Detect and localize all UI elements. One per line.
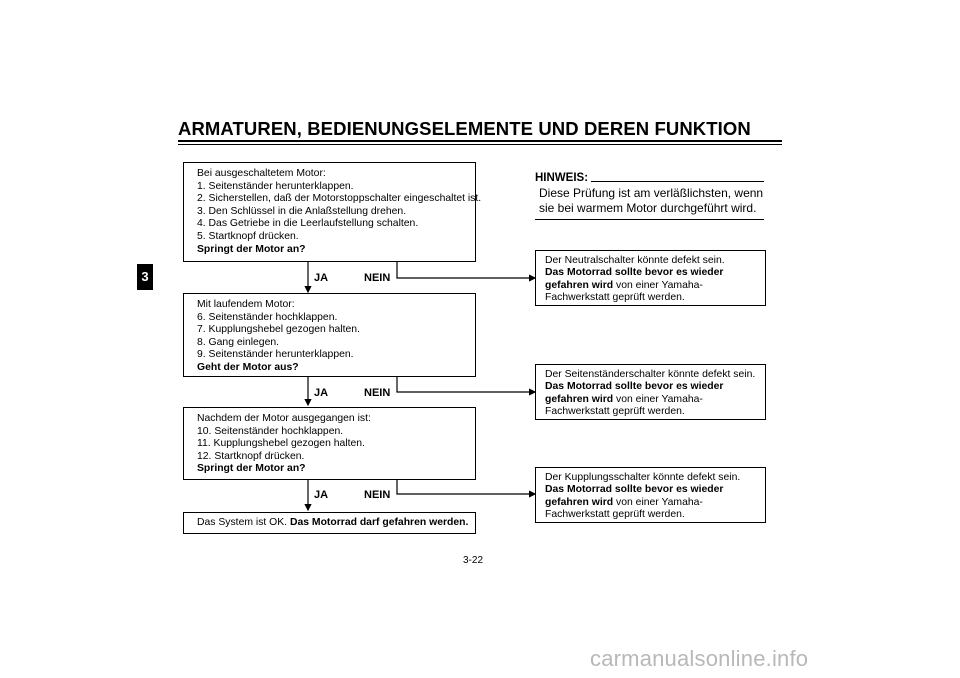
result-box-neutral-switch bbox=[535, 250, 766, 306]
chapter-tab: 3 bbox=[137, 264, 153, 290]
flow-final-box bbox=[183, 512, 476, 534]
step-line: 2. Sicherstellen, daß der Motorstoppschalter eingeschaltet ist. bbox=[197, 193, 482, 205]
note-rule-bottom bbox=[535, 219, 764, 220]
flow-step-3 bbox=[183, 407, 476, 480]
note-label: HINWEIS: bbox=[535, 172, 589, 184]
step-line: 11. Kupplungshebel gezogen halten. bbox=[197, 438, 365, 450]
no-label: NEIN bbox=[364, 387, 391, 399]
step-line: 10. Seitenständer hochklappen. bbox=[197, 425, 344, 437]
final-verdict: Das Motorrad darf gefahren werden. bbox=[289, 517, 469, 528]
result-line: von einer Yamaha- bbox=[613, 393, 703, 405]
step-line: 9. Seitenständer herunterklappen. bbox=[197, 349, 354, 361]
step-line: 3. Den Schlüssel in die Anlaßstellung drehen. bbox=[197, 205, 407, 217]
result-warning: Das Motorrad sollte bevor es wieder bbox=[545, 267, 724, 279]
no-connector-1 bbox=[397, 262, 535, 278]
note-text: Diese Prüfung ist am verläßlichsten, wenn sie bei warmem Motor durchgeführt wird. bbox=[539, 186, 764, 215]
result-line: von einer Yamaha- bbox=[613, 279, 703, 291]
no-connector-2 bbox=[397, 377, 535, 392]
watermark: carmanualsonline.info bbox=[590, 646, 809, 671]
result-line: Fachwerkstatt geprüft werden. bbox=[545, 406, 685, 418]
yes-label: JA bbox=[314, 387, 329, 399]
flow-step-2 bbox=[183, 293, 476, 377]
result-box-clutch-switch bbox=[535, 467, 766, 523]
no-connector-3 bbox=[397, 480, 535, 494]
step-line: 7. Kupplungshebel gezogen halten. bbox=[197, 324, 360, 336]
result-line: Fachwerkstatt geprüft werden. bbox=[545, 509, 685, 521]
step-line: 12. Startknopf drücken. bbox=[197, 450, 305, 462]
step-question: Geht der Motor aus? bbox=[197, 361, 299, 373]
step-line: Nachdem der Motor ausgegangen ist: bbox=[197, 413, 371, 424]
page-title: ARMATUREN, BEDIENUNGSELEMENTE UND DEREN FUNKTION bbox=[178, 118, 751, 139]
flow-step-1 bbox=[183, 162, 482, 262]
result-box-sidestand-switch bbox=[535, 364, 766, 420]
result-line: von einer Yamaha- bbox=[613, 496, 703, 508]
step-line: Bei ausgeschaltetem Motor: bbox=[197, 168, 326, 179]
result-warning: Das Motorrad sollte bevor es wieder bbox=[545, 381, 724, 393]
note-rule-top bbox=[591, 181, 764, 182]
step-line: 1. Seitenständer herunterklappen. bbox=[197, 180, 354, 192]
final-prefix: Das System ist OK. bbox=[197, 517, 290, 528]
step-line: 6. Seitenständer hochklappen. bbox=[197, 311, 338, 323]
result-warning: gefahren wird bbox=[545, 496, 614, 508]
step-line: 5. Startknopf drücken. bbox=[197, 230, 299, 242]
result-warning: Das Motorrad sollte bevor es wieder bbox=[545, 484, 724, 496]
result-warning: gefahren wird bbox=[545, 279, 614, 291]
page-number: 3-22 bbox=[463, 555, 484, 566]
step-line: 4. Das Getriebe in die Leerlaufstellung schalten. bbox=[197, 218, 419, 230]
result-line: Der Seitenständerschalter könnte defekt sein. bbox=[545, 369, 756, 380]
yes-label: JA bbox=[314, 272, 329, 284]
step-line: Mit laufendem Motor: bbox=[197, 299, 295, 310]
no-label: NEIN bbox=[364, 489, 391, 501]
result-warning: gefahren wird bbox=[545, 393, 614, 405]
result-line: Der Kupplungsschalter könnte defekt sein. bbox=[545, 472, 741, 483]
step-question: Springt der Motor an? bbox=[197, 463, 306, 475]
step-line: 8. Gang einlegen. bbox=[197, 336, 280, 348]
result-line: Der Neutralschalter könnte defekt sein. bbox=[545, 255, 725, 266]
step-question: Springt der Motor an? bbox=[197, 243, 306, 255]
result-line: Fachwerkstatt geprüft werden. bbox=[545, 292, 685, 304]
no-label: NEIN bbox=[364, 272, 391, 284]
yes-label: JA bbox=[314, 489, 329, 501]
